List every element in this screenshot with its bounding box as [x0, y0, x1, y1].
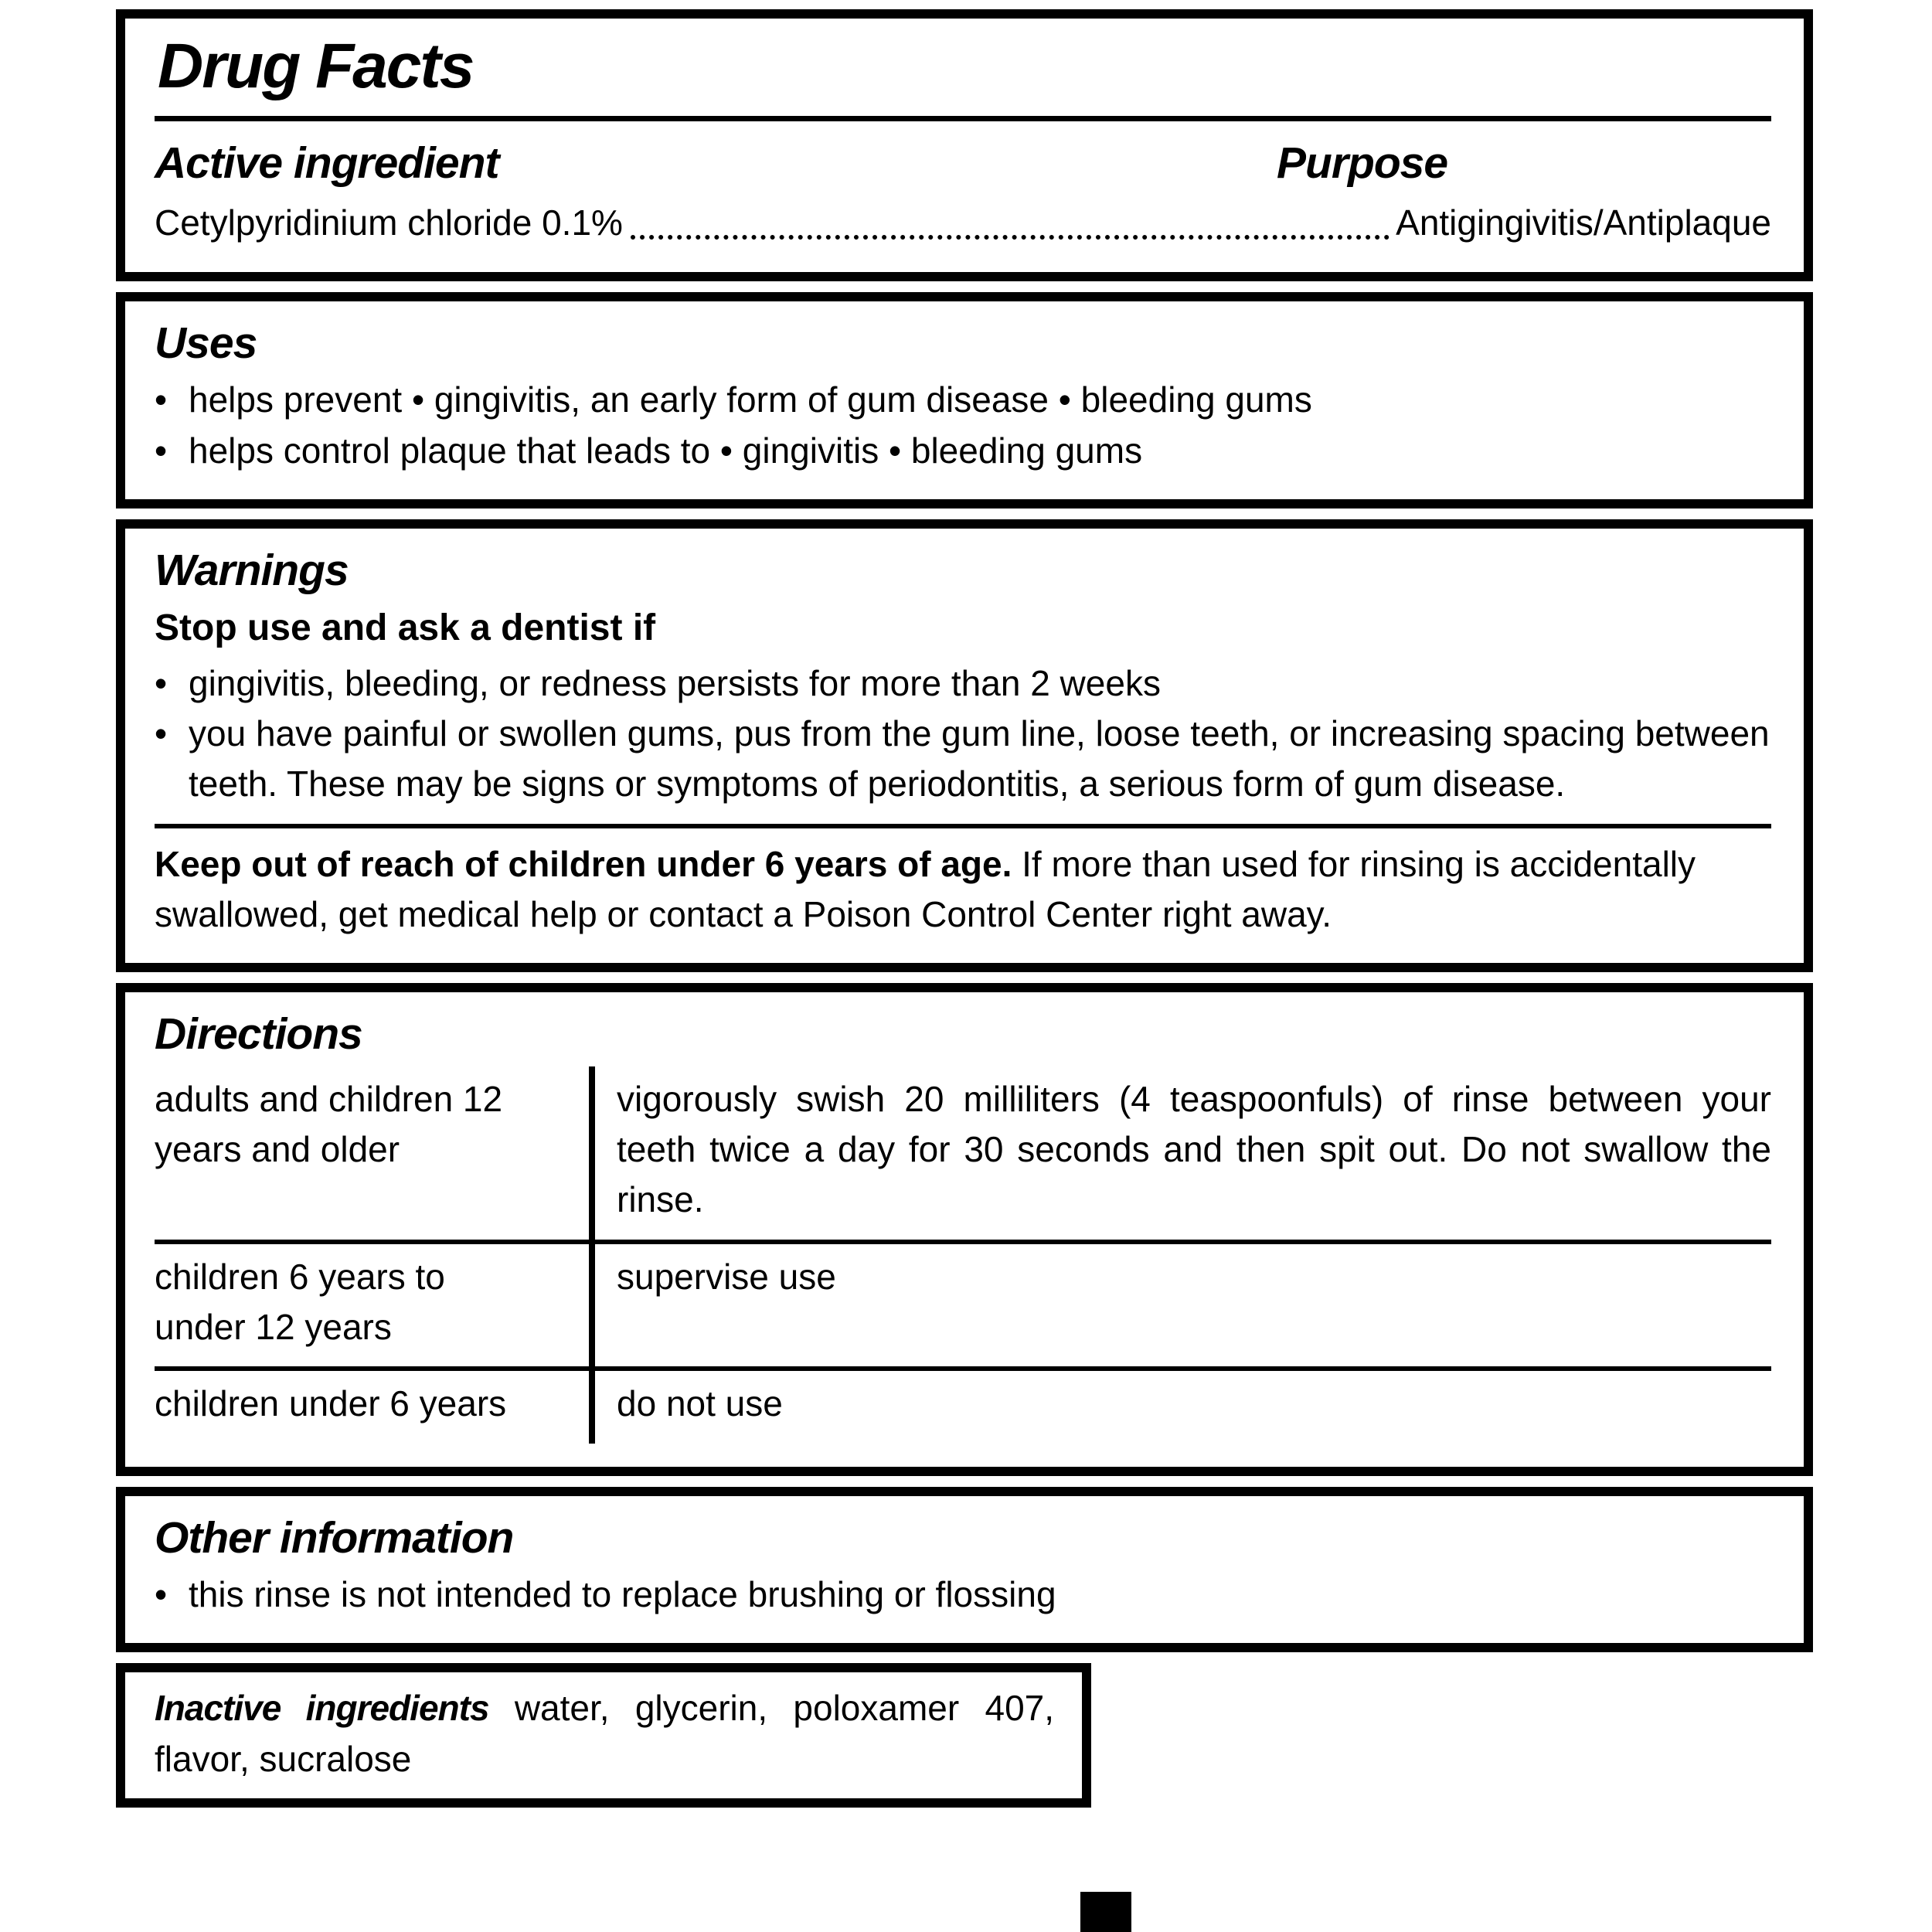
warnings-bullet-text: you have painful or swollen gums, pus from the gum line, loose teeth, or increasing spacing between teeth. These may be signs or symptoms of periodontitis, a serious form of gum disease. [189, 713, 1770, 804]
section-other-information [116, 1487, 1813, 1653]
warnings-divider [155, 824, 1771, 828]
section-directions [116, 983, 1813, 1475]
bullet-icon: • [155, 713, 168, 753]
uses-bullet-list [155, 375, 1771, 476]
bullet-icon: • [155, 430, 168, 471]
other-information-heading: Other information [155, 1512, 514, 1563]
label-corner-block [1080, 1892, 1131, 1932]
uses-bullet-text: helps prevent • gingivitis, an early form of gum disease • bleeding gums [189, 379, 1312, 420]
inactive-ingredients-heading: Inactive ingredients [155, 1688, 489, 1729]
drug-facts-label [116, 9, 1813, 1808]
active-ingredient-heading: Active ingredient [155, 138, 499, 188]
drug-facts-title: Drug Facts [158, 31, 474, 101]
uses-bullet-text: helps control plaque that leads to • gingivitis • bleeding gums [189, 430, 1143, 471]
directions-age-group: adults and children 12 years and older [155, 1066, 595, 1240]
keep-out-of-reach-text: If more than used for rinsing is accidentally swallowed, get medical help or contact a Poison Control Center right away. [155, 843, 1696, 934]
title-divider [155, 116, 1771, 121]
directions-table [155, 1066, 1771, 1444]
table-row [155, 1366, 1771, 1443]
other-information-bullet-list [155, 1570, 1771, 1620]
bullet-icon: • [155, 1574, 168, 1615]
active-ingredient-purpose: Antigingivitis/Antiplaque [1396, 202, 1771, 243]
warnings-heading: Warnings [155, 545, 349, 595]
directions-instruction: do not use [617, 1383, 783, 1424]
stop-use-subheading: Stop use and ask a dentist if [155, 607, 656, 649]
list-item [155, 1570, 1771, 1620]
other-information-bullet-text: this rinse is not intended to replace brushing or flossing [189, 1574, 1056, 1615]
directions-instruction: supervise use [617, 1256, 836, 1297]
active-ingredient-heading-row [155, 138, 1771, 189]
keep-out-of-reach-paragraph [155, 839, 1771, 940]
keep-out-of-reach-bold: Keep out of reach of children under 6 years of age. [155, 843, 1012, 884]
directions-instruction: vigorously swish 20 milliliters (4 teaspoonfuls) of rinse between your teeth twice a day for 30 seconds and then spit out. Do not swallow the rinse. [617, 1078, 1771, 1220]
warnings-bullet-text: gingivitis, bleeding, or redness persists for more than 2 weeks [189, 662, 1161, 703]
directions-age-group: children 6 years to under 12 years [155, 1244, 595, 1367]
dotted-leader [631, 235, 1389, 240]
section-warnings [116, 519, 1813, 972]
section-inactive-ingredients [116, 1663, 1091, 1808]
bullet-icon: • [155, 662, 168, 703]
list-item [155, 375, 1771, 425]
bullet-icon: • [155, 379, 168, 420]
table-row [155, 1240, 1771, 1367]
list-item [155, 426, 1771, 476]
section-header [116, 9, 1813, 281]
purpose-heading: Purpose [1277, 138, 1448, 188]
warnings-bullet-list [155, 658, 1771, 810]
active-ingredient-name: Cetylpyridinium chloride 0.1% [155, 202, 623, 243]
inactive-ingredients-paragraph [155, 1683, 1054, 1784]
list-item [155, 658, 1771, 709]
directions-heading: Directions [155, 1009, 362, 1060]
inactive-ingredients-text: water, glycerin, poloxamer 407, flavor, sucralose [155, 1688, 1055, 1779]
list-item [155, 709, 1771, 810]
uses-heading: Uses [155, 318, 257, 368]
section-uses [116, 292, 1813, 509]
active-ingredient-row [155, 198, 1771, 248]
table-row [155, 1066, 1771, 1240]
directions-age-group: children under 6 years [155, 1371, 595, 1443]
